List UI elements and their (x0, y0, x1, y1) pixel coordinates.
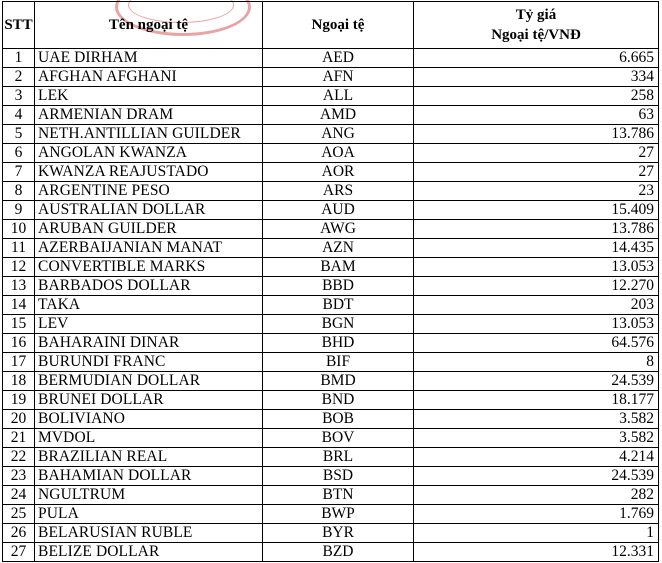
cell-currency-name: UAE DIRHAM (35, 49, 263, 68)
cell-stt: 22 (3, 448, 35, 467)
cell-currency-name: BAHAMIAN DOLLAR (35, 467, 263, 486)
cell-currency-name: KWANZA REAJUSTADO (35, 163, 263, 182)
table-row (3, 353, 659, 372)
cell-stt: 7 (3, 163, 35, 182)
cell-exchange-rate: 15.409 (414, 201, 659, 220)
header-rate-line1: Tỷ giá (515, 7, 557, 23)
table-row (3, 49, 659, 68)
cell-currency-code: AOA (263, 144, 414, 163)
cell-currency-name: AFGHAN AFGHANI (35, 68, 263, 87)
cell-exchange-rate: 12.331 (414, 543, 659, 562)
table-row (3, 334, 659, 353)
cell-stt: 18 (3, 372, 35, 391)
cell-currency-name: NETH.ANTILLIAN GUILDER (35, 125, 263, 144)
table-row (3, 125, 659, 144)
cell-currency-code: AFN (263, 68, 414, 87)
cell-currency-code: BND (263, 391, 414, 410)
cell-currency-code: BDT (263, 296, 414, 315)
cell-currency-name: BAHARAINI DINAR (35, 334, 263, 353)
table-row (3, 410, 659, 429)
cell-stt: 13 (3, 277, 35, 296)
cell-currency-code: BSD (263, 467, 414, 486)
cell-currency-code: BMD (263, 372, 414, 391)
cell-exchange-rate: 13.786 (414, 125, 659, 144)
cell-currency-code: ALL (263, 87, 414, 106)
cell-stt: 6 (3, 144, 35, 163)
cell-currency-name: BERMUDIAN DOLLAR (35, 372, 263, 391)
cell-currency-name: BOLIVIANO (35, 410, 263, 429)
cell-exchange-rate: 12.270 (414, 277, 659, 296)
cell-stt: 12 (3, 258, 35, 277)
cell-currency-name: AZERBAIJANIAN MANAT (35, 239, 263, 258)
cell-exchange-rate: 13.053 (414, 315, 659, 334)
cell-exchange-rate: 14.435 (414, 239, 659, 258)
cell-currency-code: AZN (263, 239, 414, 258)
table-row (3, 220, 659, 239)
cell-stt: 8 (3, 182, 35, 201)
cell-currency-code: AUD (263, 201, 414, 220)
cell-currency-code: BGN (263, 315, 414, 334)
table-row (3, 144, 659, 163)
cell-exchange-rate: 203 (414, 296, 659, 315)
cell-stt: 21 (3, 429, 35, 448)
table-row (3, 543, 659, 562)
cell-exchange-rate: 1.769 (414, 505, 659, 524)
cell-exchange-rate: 258 (414, 87, 659, 106)
header-stt: STT (3, 2, 35, 49)
cell-currency-code: AED (263, 49, 414, 68)
cell-currency-code: BTN (263, 486, 414, 505)
table-row (3, 372, 659, 391)
cell-exchange-rate: 18.177 (414, 391, 659, 410)
table-header-row (3, 2, 659, 49)
cell-currency-name: LEK (35, 87, 263, 106)
table-body (3, 49, 659, 562)
cell-exchange-rate: 282 (414, 486, 659, 505)
cell-exchange-rate: 63 (414, 106, 659, 125)
cell-currency-code: AOR (263, 163, 414, 182)
cell-stt: 1 (3, 49, 35, 68)
cell-stt: 3 (3, 87, 35, 106)
cell-exchange-rate: 13.053 (414, 258, 659, 277)
cell-stt: 20 (3, 410, 35, 429)
cell-currency-name: BRUNEI DOLLAR (35, 391, 263, 410)
table-row (3, 486, 659, 505)
table-row (3, 296, 659, 315)
cell-exchange-rate: 4.214 (414, 448, 659, 467)
table-row (3, 277, 659, 296)
cell-stt: 15 (3, 315, 35, 334)
cell-currency-name: LEV (35, 315, 263, 334)
table-row (3, 239, 659, 258)
cell-currency-code: BAM (263, 258, 414, 277)
cell-stt: 11 (3, 239, 35, 258)
exchange-rate-table (2, 1, 659, 562)
cell-stt: 24 (3, 486, 35, 505)
cell-currency-name: TAKA (35, 296, 263, 315)
cell-stt: 16 (3, 334, 35, 353)
cell-currency-name: BELARUSIAN RUBLE (35, 524, 263, 543)
cell-exchange-rate: 64.576 (414, 334, 659, 353)
cell-currency-code: BWP (263, 505, 414, 524)
header-currency-name: Tên ngoại tệ (35, 2, 263, 49)
cell-currency-code: BOB (263, 410, 414, 429)
cell-currency-name: ANGOLAN KWANZA (35, 144, 263, 163)
cell-currency-code: BZD (263, 543, 414, 562)
header-exchange-rate (414, 2, 659, 49)
cell-stt: 27 (3, 543, 35, 562)
cell-stt: 2 (3, 68, 35, 87)
cell-currency-code: ANG (263, 125, 414, 144)
table-row (3, 524, 659, 543)
header-rate-line2: Ngoại tệ/VNĐ (491, 27, 581, 43)
cell-exchange-rate: 3.582 (414, 429, 659, 448)
table-row (3, 429, 659, 448)
table-row (3, 106, 659, 125)
cell-exchange-rate: 24.539 (414, 467, 659, 486)
cell-exchange-rate: 27 (414, 163, 659, 182)
table-row (3, 87, 659, 106)
cell-currency-name: CONVERTIBLE MARKS (35, 258, 263, 277)
cell-stt: 4 (3, 106, 35, 125)
table-row (3, 258, 659, 277)
cell-currency-name: ARMENIAN DRAM (35, 106, 263, 125)
cell-currency-name: ARUBAN GUILDER (35, 220, 263, 239)
cell-currency-name: BELIZE DOLLAR (35, 543, 263, 562)
table-row (3, 448, 659, 467)
header-currency-code: Ngoại tệ (263, 2, 414, 49)
cell-exchange-rate: 6.665 (414, 49, 659, 68)
cell-exchange-rate: 27 (414, 144, 659, 163)
cell-currency-name: AUSTRALIAN DOLLAR (35, 201, 263, 220)
cell-stt: 25 (3, 505, 35, 524)
cell-currency-name: ARGENTINE PESO (35, 182, 263, 201)
cell-exchange-rate: 23 (414, 182, 659, 201)
cell-stt: 23 (3, 467, 35, 486)
cell-exchange-rate: 24.539 (414, 372, 659, 391)
table-row (3, 315, 659, 334)
table-row (3, 505, 659, 524)
cell-currency-code: BRL (263, 448, 414, 467)
cell-currency-code: BYR (263, 524, 414, 543)
table-row (3, 182, 659, 201)
table-row (3, 391, 659, 410)
cell-stt: 14 (3, 296, 35, 315)
cell-currency-name: MVDOL (35, 429, 263, 448)
cell-stt: 26 (3, 524, 35, 543)
cell-stt: 9 (3, 201, 35, 220)
cell-currency-name: BRAZILIAN REAL (35, 448, 263, 467)
table-row (3, 68, 659, 87)
cell-currency-code: BOV (263, 429, 414, 448)
cell-currency-code: AWG (263, 220, 414, 239)
cell-currency-name: BURUNDI FRANC (35, 353, 263, 372)
table-row (3, 467, 659, 486)
cell-currency-code: BHD (263, 334, 414, 353)
cell-currency-code: AMD (263, 106, 414, 125)
cell-exchange-rate: 13.786 (414, 220, 659, 239)
cell-stt: 19 (3, 391, 35, 410)
cell-currency-code: ARS (263, 182, 414, 201)
table-row (3, 201, 659, 220)
cell-exchange-rate: 8 (414, 353, 659, 372)
table-row (3, 163, 659, 182)
cell-stt: 17 (3, 353, 35, 372)
cell-stt: 5 (3, 125, 35, 144)
cell-currency-code: BIF (263, 353, 414, 372)
cell-exchange-rate: 1 (414, 524, 659, 543)
cell-stt: 10 (3, 220, 35, 239)
cell-exchange-rate: 3.582 (414, 410, 659, 429)
cell-currency-name: PULA (35, 505, 263, 524)
cell-currency-name: NGULTRUM (35, 486, 263, 505)
cell-currency-name: BARBADOS DOLLAR (35, 277, 263, 296)
cell-exchange-rate: 334 (414, 68, 659, 87)
cell-currency-code: BBD (263, 277, 414, 296)
